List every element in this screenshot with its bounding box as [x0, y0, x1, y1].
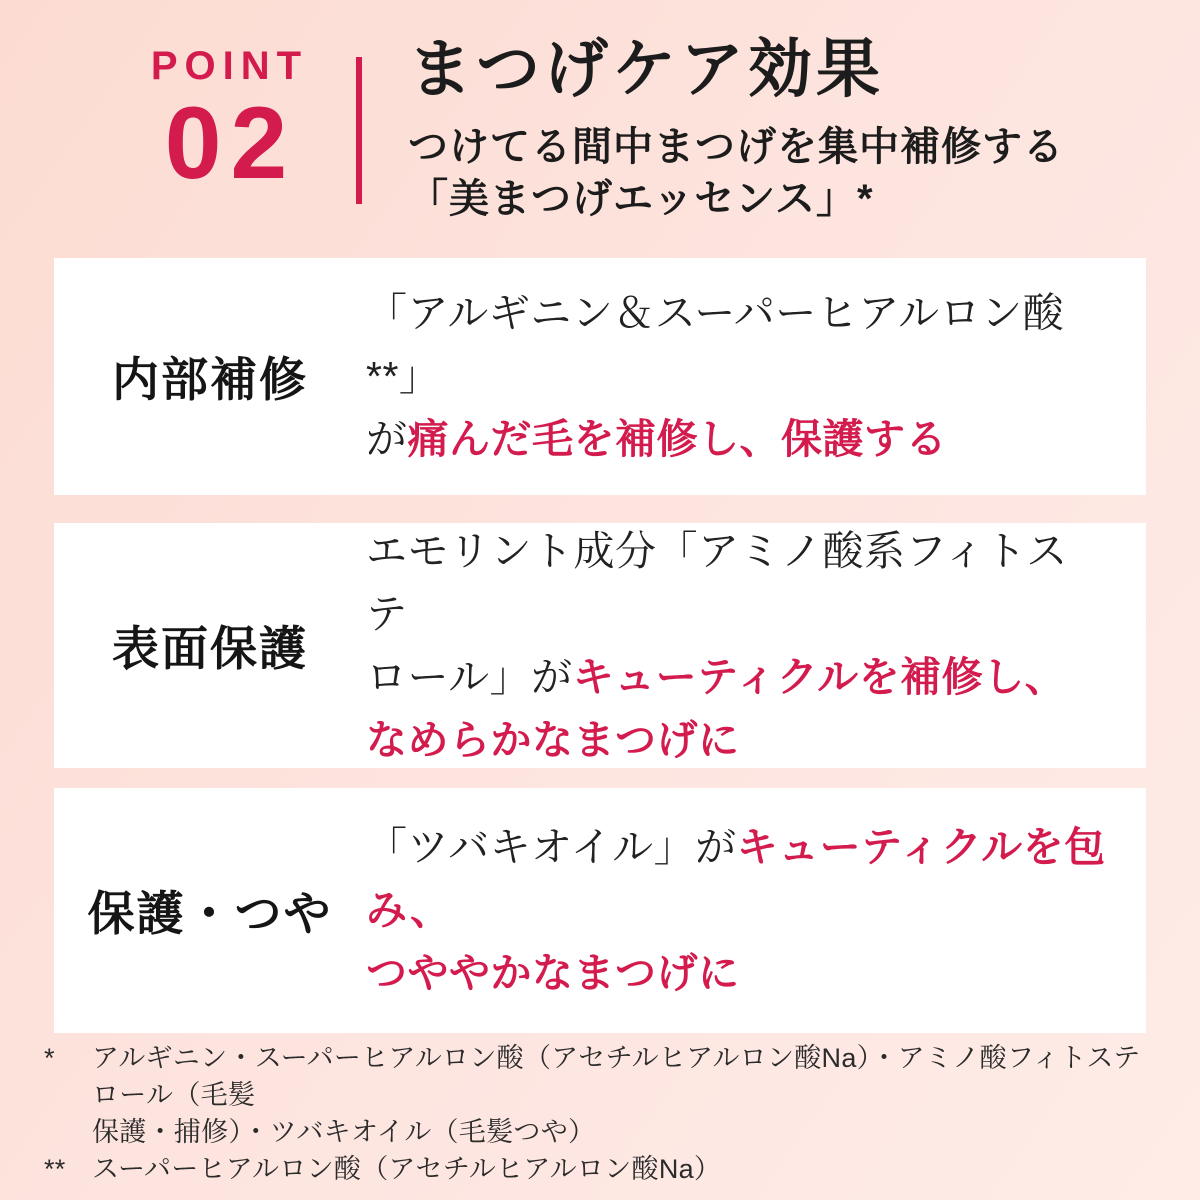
footnote-text: アルギニン・スーパーヒアルロン酸（アセチルヒアルロン酸Na）・アミノ酸フィトステロール（毛髪 保護・捕修）・ツバキオイル（毛髪つや）: [92, 1043, 1141, 1147]
benefit-card-surface-protection: [54, 523, 1146, 768]
point-label: POINT: [150, 44, 309, 88]
header-text-block: [408, 33, 1064, 225]
footnote-marker: *: [44, 1043, 55, 1073]
page-title: まつげケア効果: [408, 33, 884, 105]
card-description: 「アルギニン＆スーパーヒアルロン酸**」 が痛んだ毛を補修し、保護する: [366, 290, 1065, 462]
subtitle-line-2: 「美まつげエッセンス」*: [408, 176, 874, 221]
footnote-row: [44, 1151, 1166, 1188]
page-subtitle: [408, 121, 1064, 225]
benefit-card-protection-shine: [54, 788, 1146, 1033]
card-description: 「ツバキオイル」がキューティクルを包み、 つややかなまつげに: [366, 824, 1106, 996]
footnote-row: [44, 1040, 1166, 1151]
point-number: 02: [164, 86, 297, 200]
card-label: 表面保護: [112, 622, 308, 675]
point-badge: [128, 44, 324, 200]
card-label: 内部補修: [112, 353, 308, 406]
footnote-marker: **: [44, 1154, 66, 1184]
card-label: 保護・つや: [87, 887, 333, 940]
footnotes: [44, 1040, 1166, 1188]
card-description: エモリント成分「アミノ酸系フィトステ ロール」がキューティクルを補修し、 なめらかなまつげに: [366, 527, 1068, 763]
benefit-card-internal-repair: [54, 258, 1146, 495]
subtitle-line-1: つけてる間中まつげを集中補修する: [408, 124, 1064, 169]
footnote-text: スーパーヒアルロン酸（アセチルヒアルロン酸Na）: [92, 1154, 722, 1184]
red-divider-bar: [356, 57, 362, 204]
